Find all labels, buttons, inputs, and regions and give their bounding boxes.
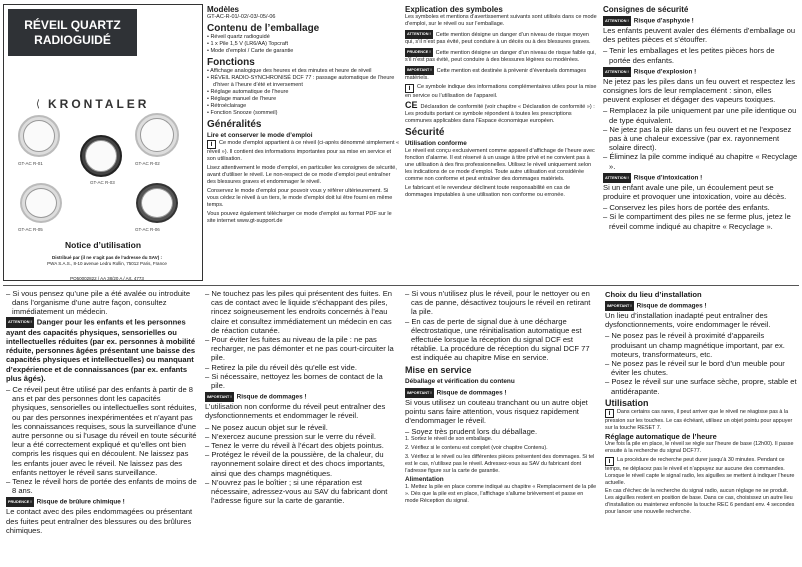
ce-mark-icon: CE: [405, 100, 418, 110]
list-item: • 1 x Pile 1,5 V (LR6/AA) Topcraft: [207, 41, 288, 47]
list-item: – Conservez les piles hors de portée des enfants.: [603, 203, 770, 213]
explosion-heading: ATTENTION ! Risque d’explosion !: [605, 68, 697, 76]
reglage-info: i La procédure de recherche peut durer jusqu’à 30 minutes. Pendant ce temps, ne déplacez pas le réveil et n’appuyez sur aucune des commandes. Lorsque le réveil capte le signal radio, les aiguilles se mettent à indiquer l’heure actuelle.: [605, 457, 795, 486]
dommages-heading: IMPORTANT ! Risque de dommages !: [407, 389, 507, 397]
list-item: – Protégez le réveil de la poussière, de la chaleur, du rayonnement solaire direct et des chocs importants, ainsi que des champs magnétiques.: [205, 450, 385, 478]
alimentation-p: 1. Mettez la pile en place comme indiqué au chapitre « Remplacement de la pile ». Dès que la pile est en place, l’affichage s’allume brièvement et passe en mode Réception du signal.: [405, 484, 597, 505]
reference: PO50002822 / AA 38/20 A / Art. 4773: [70, 276, 144, 281]
clock-label: GT-AC R-03: [90, 180, 115, 185]
warning-prudence-icon: PRUDENCE !: [405, 48, 433, 57]
distributor-line2: PWA S.A.S., 8-10 avenue Ledru Rollin, 75012 Paris, France: [47, 261, 167, 266]
list-item: • RÉVEIL RADIO-SYNCHRONISÉ DCF 77 : passage automatique de l’heure d’hiver à l’heure d’été et inversement: [207, 75, 395, 88]
info-icon: i: [605, 409, 614, 418]
list-item: – Soyez très prudent lors du déballage.: [405, 427, 538, 437]
warning-important-icon: IMPORTANT !: [205, 392, 234, 402]
dommages-heading: IMPORTANT ! Risque de dommages !: [607, 302, 707, 310]
brand-logo-icon: ⟨: [36, 99, 40, 110]
danger-text: ATTENTION ! Danger pour les enfants et les personnes ayant des capacités physiques, sensorielles ou intellectuelles réduites (par ex. personnes à mobilité réduite, personnes âgées présentant une baisse des capacités physiques et intellectuelles) ou manquant d’expérience et de connaissances (par ex. enfants plus âgés).: [6, 317, 196, 383]
securite-title: Sécurité: [405, 127, 445, 138]
utilisation-conforme-title: Utilisation conforme: [405, 140, 467, 147]
column-top-3: [405, 5, 597, 201]
warning-attention-icon: ATTENTION !: [6, 317, 34, 328]
list-item: – Tenez le verre du réveil à l’écart des objets pointus.: [205, 441, 384, 451]
title-line1: RÉVEIL QUARTZ: [24, 18, 121, 32]
ce-def: CE Déclaration de conformité (voir chapitre « Déclaration de conformité ») : Les produits portant ce symbole répondent à toutes les prescriptions communes applicables dans l’Espace économique européen.: [405, 100, 595, 124]
list-item: • Réglage manuel de l’heure: [207, 96, 277, 102]
list-item: – Si vous n’utilisez plus le réveil, pour le nettoyer ou en cas de panne, désactivez toujours le réveil en retirant la pile.: [405, 289, 591, 317]
contenu-title: Contenu de l’emballage: [207, 23, 320, 34]
attention-def: ATTENTION ! Cette mention désigne un danger d’un niveau de risque moyen qui, s’il n’est pas évité, peut conduire à un décès ou à des blessures graves.: [405, 31, 591, 45]
list-item: • Réveil quartz radioguidé: [207, 34, 270, 40]
distributor: [14, 255, 200, 267]
lire-p1: i Ce mode d’emploi appartient à ce réveil (ci-après dénommé simplement « réveil »). Il contient des informations importantes pour sa mise en service et son utilisation.: [207, 140, 400, 162]
list-item: • Fonction Snooze (sommeil): [207, 110, 278, 116]
warning-attention-icon: ATTENTION !: [603, 16, 631, 26]
cover-panel: [3, 4, 203, 281]
list-item: • Affichage analogique des heures et des minutes et heure de réveil: [207, 68, 372, 74]
generalites-title: Généralités: [207, 119, 262, 130]
list-item: • Réglage automatique de l’heure: [207, 89, 289, 95]
column-bottom-3: [405, 289, 598, 507]
lire-title: Lire et conserver le mode d’emploi: [207, 132, 313, 139]
warning-important-icon: IMPORTANT !: [605, 301, 634, 311]
utilisation-title: Utilisation: [605, 397, 649, 408]
clock-image-05: [20, 183, 62, 223]
dommages-p: L’utilisation non conforme du réveil peut entraîner des dysfonctionnements et endommager le réveil.: [205, 402, 386, 421]
brulure-p: Le contact avec des piles endommagées ou présentant des fuites peut entraîner des blessures ou des brûlures chimiques.: [6, 507, 193, 535]
asphyxie-heading: ATTENTION ! Risque d’asphyxie !: [605, 17, 694, 25]
notice-title: Notice d’utilisation: [65, 240, 142, 250]
distributor-line1: Distribué par (il ne s’agit pas de l’adresse du SAV) :: [52, 255, 162, 260]
clock-image-01: [18, 115, 60, 157]
title-line2: RADIOGUIDÉ: [34, 33, 111, 47]
reglage-p2: En cas d’échec de la recherche du signal radio, aucun réglage ne se produit. Les aiguilles restent en position de base. Dans ce cas, choisissez un autre lieu d’installation ou maintenez enfoncée la touche REC 6 pendant env. 4 secondes pour lancer une nouvelle recherche.: [605, 488, 795, 515]
list-item: – Ne posez pas le réveil à proximité d’appareils produisant un champ magnétique important, par ex. moteurs, transformateurs, etc.: [605, 331, 785, 359]
asphyxie-p: Les enfants peuvent avaler des éléments d’emballage ou des petites pièces et s’étouffer.: [603, 26, 796, 45]
alimentation-title: Alimentation: [405, 476, 444, 484]
clock-image-02: [135, 113, 179, 157]
clock-image-03: [80, 135, 122, 177]
list-item: – Posez le réveil sur une surface sèche, propre, stable et antidérapante.: [605, 377, 797, 396]
list-item: – Ne jetez pas la pile dans un feu ouvert et ne l’exposez pas à une chaleur excessive (par ex. rayonnement solaire direct).: [603, 124, 792, 153]
modeles-title: Modèles: [207, 5, 240, 14]
lire-p3: Conservez le mode d’emploi pour pouvoir vous y référer ultérieurement. Si vous cédez le réveil à un tiers, le mode d’emploi doit lui être fourni en même temps.: [207, 188, 393, 208]
clock-image-06: [136, 183, 178, 223]
list-item: – N’exercez aucune pression sur le verre du réveil.: [205, 431, 376, 441]
title-banner: [8, 9, 137, 56]
explosion-p: Ne jetez pas les piles dans un feu ouvert et respectez les consignes lors de leur remplacement : sinon, elles peuvent exploser et dégager des vapeurs toxiques.: [603, 76, 796, 105]
list-item: – Tenir les emballages et les petites pièces hors de portée des enfants.: [603, 46, 775, 65]
list-item: • Rétroéclairage: [207, 103, 247, 109]
utilisation-info: i Dans certains cas rares, il peut arriver que le réveil ne réagisse pas à la pression sur les touches. Le cas échéant, utilisez un objet pointu pour appuyer sur la touche RESET 7.: [605, 408, 793, 431]
important-def: IMPORTANT ! Cette mention est destinée à prévenir d’éventuels dommages matériels.: [405, 67, 587, 81]
reglage-title: Réglage automatique de l’heure: [605, 432, 717, 442]
dommages-p: Si vous utilisez un couteau tranchant ou un autre objet pointu sans faire attention, vous risquez rapidement d’endommager le réveil.: [405, 397, 588, 426]
consignes-title: Consignes de sécurité: [603, 5, 689, 14]
choix-title: Choix du lieu d’installation: [605, 290, 702, 299]
column-bottom-2: [205, 289, 398, 505]
lire-p2: Lisez attentivement le mode d’emploi, en particulier les consignes de sécurité, avant d’utiliser le réveil. Le non-respect de ce mode d’emploi peut entraîner des blessures graves et endommager le réveil.: [207, 165, 397, 185]
list-item: – Retirez la pile du réveil dès qu’elle est vide.: [205, 362, 357, 372]
list-item: – Si le compartiment des piles ne se ferme plus, jetez le réveil comme indiqué au chapitre « Recyclage ».: [603, 212, 791, 231]
info-icon: i: [605, 457, 614, 466]
dommages-p: Un lieu d’installation inadapté peut entraîner des dysfonctionnements, voire endommager le réveil.: [605, 311, 771, 330]
warning-attention-icon: ATTENTION !: [603, 67, 631, 77]
list-item: – Éliminez la pile comme indiqué au chapitre « Recyclage ».: [603, 152, 798, 171]
list-item: – Pour éviter les fuites au niveau de la pile : ne pas recharger, ne pas démonter et ne pas court-circuiter la pile.: [205, 335, 394, 363]
list-item: – Remplacez la pile uniquement par une pile identique ou de type équivalent.: [603, 106, 797, 125]
list-item: – En cas de perte de signal due à une décharge électrostatique, une réinitialisation automatique est effectuée lorsque la réception du signal DCF est rétablie. La procédure de réception du signal DCF 77 est indiquée au chapitre Mise en service.: [405, 316, 590, 363]
prudence-def: PRUDENCE ! Cette mention désigne un danger d’un niveau de risque faible qui, s’il n’est pas évité, peut conduire à des blessures légères ou modérées.: [405, 49, 596, 63]
brand-name: KRONTALER: [48, 97, 150, 111]
info-def: i Ce symbole indique des informations complémentaires utiles pour la mise en service ou l’utilisation de l’appareil.: [405, 84, 597, 99]
column-top-2: [207, 5, 400, 227]
warning-important-icon: IMPORTANT !: [405, 66, 434, 75]
divider: [3, 285, 799, 286]
list-item: – Si nécessaire, nettoyez les bornes de contact de la pile.: [205, 371, 383, 391]
list-item: – Ne posez aucun objet sur le réveil.: [205, 422, 328, 432]
column-top-4: [603, 5, 798, 231]
deballage-title: Déballage et vérification du contenu: [405, 377, 515, 385]
fonctions-title: Fonctions: [207, 57, 255, 68]
intoxication-heading: ATTENTION ! Risque d’intoxication !: [605, 174, 703, 182]
lire-p4: Vous pouvez également télécharger ce mode d’emploi au format PDF sur le site internet www.gt-support.de: [207, 211, 392, 224]
column-bottom-1: [6, 289, 198, 537]
intoxication-p: Si un enfant avale une pile, un écoulement peut se produire et provoquer une intoxication, voire au décès.: [603, 182, 787, 202]
list-item: – Si vous pensez qu’une pile a été avalée ou introduite dans l’organisme d’une autre façon, consultez immédiatement un médecin.: [6, 289, 191, 317]
step: 3. Vérifiez si le réveil ou les différentes pièces présentent des dommages. Si tel est le cas, n’utilisez pas le réveil. Adressez-vous au SAV du fabricant dont l’adresse figure sur la carte de garantie.: [405, 454, 595, 474]
modeles-text: GT-AC-R-01/-02/-03/-05/-06: [207, 14, 276, 20]
clock-label: GT-AC R-06: [135, 227, 160, 232]
list-item: – Ne posez pas le réveil sur le bord d’un meuble pour éviter les chutes.: [605, 359, 785, 378]
step: 1. Sortez le réveil de son emballage.: [405, 436, 493, 443]
clock-label: GT-AC R-02: [135, 161, 160, 166]
dommages-heading: IMPORTANT ! Risque de dommages !: [207, 393, 307, 401]
util-p1: Le réveil est conçu exclusivement comme appareil d’affichage de l’heure avec fonction d’alarme. Il est réservé à un usage à titre privé et ne convient pas à une utilisation à des fins professionnelles. Utilisez le réveil uniquement selon les indications de ce mode d’emploi. Toute autre utilisation est considérée comme non conforme et peut entraîner des dommages matériels.: [405, 148, 595, 182]
clock-label: GT-AC R-05: [18, 227, 43, 232]
warning-important-icon: IMPORTANT !: [405, 388, 434, 398]
util-p2: Le fabricant et le revendeur déclinent toute responsabilité en cas de dommages imputables à une utilisation non conforme ou erronée.: [405, 185, 571, 198]
step: 2. Vérifiez si le contenu est complet (voir chapitre Contenu).: [405, 445, 548, 452]
mise-en-service-title: Mise en service: [405, 364, 472, 375]
symboles-intro: Les symboles et mentions d’avertissement suivants sont utilisés dans ce mode d’emploi, sur le réveil ou sur l’emballage.: [405, 14, 597, 27]
info-icon: i: [405, 84, 414, 93]
info-icon: i: [207, 140, 216, 149]
list-item: • Mode d’emploi / Carte de garantie: [207, 48, 294, 54]
symboles-title: Explication des symboles: [405, 5, 503, 14]
clock-label: GT-AC R-01: [18, 161, 43, 166]
list-item: – N’ouvrez pas le boîtier ; si une réparation est nécessaire, adressez-vous au SAV du fabricant dont l’adresse figure sur la carte de garantie.: [205, 477, 388, 506]
list-item: – Ne touchez pas les piles qui présentent des fuites. En cas de contact avec le liquide s’échappant des piles, rincez soigneusement les endroits concernés à l’eau claire et consultez immédiatement un médecin en cas de réaction cutanée.: [205, 289, 393, 335]
warning-attention-icon: ATTENTION !: [405, 30, 433, 39]
warning-prudence-icon: PRUDENCE !: [6, 497, 34, 507]
list-item: – Ce réveil peut être utilisé par des enfants à partir de 8 ans et par des personnes dont les capacités physiques, sensorielles ou intellectuelles sont réduites, ou par des personnes inexpérimentées et n’ayant pas les connaissances requises, sous la surveillance d’une autre personne ou si l’usage du réveil en toute sécurité leur a été correctement expliqué et qu’elles ont bien compris les risques qui en découlent. Ne laissez pas les enfants jouer avec le réveil. Ne laissez pas des enfants nettoyer le réveil sans surveillance.: [6, 385, 197, 477]
list-item: – Tenez le réveil hors de portée des enfants de moins de 8 ans.: [6, 477, 197, 496]
column-bottom-4: [605, 289, 798, 518]
brulure-heading: PRUDENCE ! Risque de brûlure chimique !: [8, 499, 125, 507]
reglage-p1: Une fois la pile en place, le réveil se règle sur l’heure de base (12h00). Il passe ensuite à la recherche du signal DCF77.: [605, 441, 794, 455]
warning-attention-icon: ATTENTION !: [603, 173, 631, 183]
